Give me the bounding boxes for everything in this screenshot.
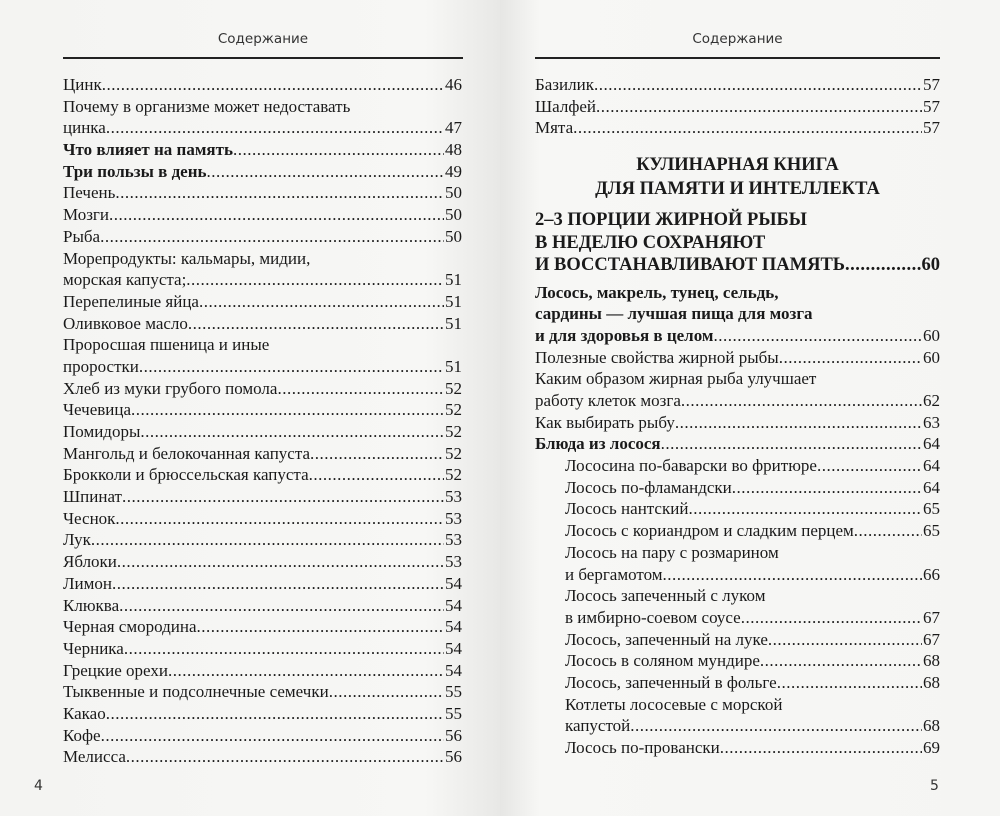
- entry-page-number: 51: [445, 291, 462, 311]
- dot-leader: [594, 74, 922, 96]
- toc-line: [63, 182, 462, 204]
- toc-line: [565, 498, 940, 520]
- toc-line: [63, 551, 462, 573]
- dot-leader: [661, 433, 922, 455]
- toc-line: [63, 638, 462, 660]
- toc-entry[interactable]: [63, 703, 462, 725]
- dot-leader: [207, 161, 444, 183]
- dot-leader: [112, 573, 444, 595]
- entry-page-number: 54: [445, 617, 462, 637]
- entry-title: Лосось в соляном мундире: [565, 651, 760, 671]
- entry-title: Блюда из лосося: [535, 434, 661, 454]
- toc-line: [565, 672, 940, 694]
- entry-title: Рыба: [63, 226, 101, 246]
- entry-title: Лук: [63, 530, 91, 550]
- toc-line: [63, 573, 462, 595]
- dot-leader: [126, 746, 444, 768]
- entry-title: Как выбирать рыбу: [535, 412, 675, 432]
- toc-line: [63, 226, 462, 248]
- entry-title: И ВОССТАНАВЛИВАЮТ ПАМЯТЬ: [535, 255, 846, 276]
- entry-title: работу клеток мозга: [535, 391, 681, 410]
- entry-page-number: 60: [921, 255, 940, 276]
- toc-entry[interactable]: [535, 737, 940, 759]
- entry-title: Базилик: [535, 75, 594, 94]
- entry-title: Перепелиные яйца: [63, 291, 199, 311]
- entry-page-number: 65: [923, 499, 940, 519]
- toc-line: [535, 347, 940, 369]
- toc-line: [565, 520, 940, 542]
- entry-page-number: 51: [445, 270, 462, 290]
- toc-line: [63, 399, 462, 421]
- dot-leader: [732, 477, 922, 499]
- entry-page-number: 62: [923, 391, 940, 410]
- entry-title: Оливковое масло: [63, 313, 188, 333]
- toc-line: [535, 433, 940, 455]
- toc-entry[interactable]: [63, 638, 462, 660]
- toc-entry[interactable]: [63, 139, 462, 161]
- toc-line: [63, 139, 462, 161]
- toc-entry[interactable]: [63, 182, 462, 204]
- toc-entry[interactable]: [63, 248, 462, 291]
- entry-title: морская капуста;: [63, 270, 187, 290]
- entry-title: Мозги: [63, 205, 109, 225]
- toc-entry[interactable]: [535, 455, 940, 477]
- entry-title: Яблоки: [63, 552, 117, 572]
- dot-leader: [573, 117, 922, 139]
- toc-entry[interactable]: [63, 595, 462, 617]
- entry-page-number: 50: [445, 226, 462, 246]
- dot-leader: [277, 378, 444, 400]
- toc-line: [63, 529, 462, 551]
- dot-leader: [106, 117, 444, 139]
- toc-line: [63, 616, 462, 638]
- header-rule: [63, 57, 463, 59]
- toc-line: [535, 117, 940, 139]
- entry-title: Что влияет на память: [63, 140, 233, 160]
- entry-title: Морепродукты: кальмары, мидии,: [63, 248, 311, 268]
- entry-title: Проросшая пшеница и иные: [63, 335, 270, 355]
- toc-entry[interactable]: [535, 629, 940, 651]
- entry-title: цинка: [63, 118, 106, 138]
- toc-entry[interactable]: [535, 585, 940, 628]
- toc-line: [535, 254, 940, 277]
- toc-entry[interactable]: [535, 74, 940, 96]
- entry-page-number: 52: [445, 400, 462, 420]
- entry-title: Лосось, макрель, тунец, сельдь,: [535, 282, 779, 302]
- toc-line: [63, 508, 462, 530]
- entry-page-number: 56: [445, 725, 462, 745]
- entry-title: и бергамотом: [565, 564, 663, 584]
- toc-line: [535, 96, 940, 118]
- toc-entry[interactable]: [63, 464, 462, 486]
- toc-entry[interactable]: [63, 96, 462, 139]
- entry-title: Мангольд и белокочанная капуста: [63, 443, 311, 463]
- toc-line: [63, 356, 462, 378]
- entry-page-number: 69: [923, 738, 940, 757]
- toc-line: [63, 443, 462, 465]
- toc-entry[interactable]: [63, 573, 462, 595]
- entry-title: Черная смородина: [63, 617, 197, 637]
- entry-page-number: 55: [445, 703, 462, 723]
- toc-line: [63, 746, 462, 768]
- toc-list: [535, 74, 940, 759]
- entry-title: Грецкие орехи: [63, 660, 168, 680]
- toc-entry[interactable]: [63, 399, 462, 421]
- entry-page-number: 54: [445, 660, 462, 680]
- toc-entry[interactable]: [535, 117, 940, 139]
- entry-title: Какао: [63, 703, 106, 723]
- running-head: Содержание: [217, 31, 309, 47]
- toc-line: [63, 313, 462, 335]
- entry-title: проростки: [63, 356, 139, 376]
- dot-leader: [845, 254, 920, 277]
- dot-leader: [329, 681, 444, 703]
- dot-leader: [91, 529, 444, 551]
- entry-page-number: 52: [445, 443, 462, 463]
- entry-title: Лососина по-баварски во фритюре: [565, 456, 817, 476]
- dot-leader: [596, 96, 922, 118]
- entry-page-number: 54: [445, 638, 462, 658]
- dot-leader: [117, 551, 444, 573]
- dot-leader: [188, 313, 444, 335]
- entry-page-number: 51: [445, 356, 462, 376]
- entry-title: Клюква: [63, 595, 120, 615]
- toc-entry[interactable]: [535, 412, 940, 434]
- toc-line: [63, 291, 462, 313]
- page-number: 5: [930, 778, 939, 794]
- toc-line: [63, 421, 462, 443]
- toc-line: [565, 629, 940, 651]
- entry-page-number: 57: [923, 118, 940, 138]
- dot-leader: [101, 725, 444, 747]
- entry-title: Лимон: [63, 573, 112, 593]
- toc-line: [63, 96, 462, 118]
- entry-page-number: 50: [445, 183, 462, 203]
- toc-line: [535, 209, 940, 232]
- dot-leader: [106, 703, 444, 725]
- toc-entry[interactable]: [63, 725, 462, 747]
- dot-leader: [688, 498, 922, 520]
- toc-line: [535, 282, 940, 304]
- toc-entry[interactable]: [535, 542, 940, 585]
- toc-entry[interactable]: [63, 421, 462, 443]
- toc-entry[interactable]: [535, 282, 940, 347]
- toc-entry[interactable]: [63, 681, 462, 703]
- entry-page-number: 67: [923, 607, 940, 627]
- toc-entry[interactable]: [63, 660, 462, 682]
- entry-title: 2–3 ПОРЦИИ ЖИРНОЙ РЫБЫ: [535, 210, 807, 231]
- toc-line: [63, 703, 462, 725]
- entry-page-number: 63: [923, 412, 940, 432]
- entry-title: Брокколи и брюссельская капуста: [63, 465, 309, 485]
- entry-page-number: 65: [923, 521, 940, 541]
- dot-leader: [760, 650, 922, 672]
- part-heading: [535, 153, 940, 201]
- toc-entry[interactable]: [535, 520, 940, 542]
- entry-page-number: 66: [923, 564, 940, 584]
- toc-line: [565, 564, 940, 586]
- dot-leader: [140, 421, 444, 443]
- dot-leader: [741, 607, 922, 629]
- toc-entry[interactable]: [535, 477, 940, 499]
- entry-page-number: 53: [445, 552, 462, 572]
- entry-title: и для здоровья в целом: [535, 325, 714, 345]
- entry-page-number: 51: [445, 313, 462, 333]
- toc-entry[interactable]: [535, 650, 940, 672]
- toc-entry[interactable]: [63, 551, 462, 573]
- toc-line: [63, 464, 462, 486]
- toc-line: [535, 74, 940, 96]
- entry-page-number: 48: [445, 140, 462, 160]
- entry-title: Три пользы в день: [63, 161, 207, 181]
- entry-title: Лосось, запеченный в фольге: [565, 672, 777, 692]
- entry-page-number: 64: [923, 456, 940, 476]
- entry-page-number: 57: [923, 75, 940, 94]
- toc-entry[interactable]: [535, 368, 940, 411]
- entry-title: Лосось запеченный с луком: [565, 586, 766, 606]
- dot-leader: [124, 638, 444, 660]
- toc-line: [565, 455, 940, 477]
- part-heading-line: КУЛИНАРНАЯ КНИГА: [636, 155, 839, 176]
- dot-leader: [131, 399, 444, 421]
- entry-page-number: 52: [445, 378, 462, 398]
- dot-leader: [119, 595, 444, 617]
- entry-page-number: 64: [923, 434, 940, 454]
- toc-entry[interactable]: [63, 746, 462, 768]
- dot-leader: [115, 182, 444, 204]
- toc-line: [63, 334, 462, 356]
- entry-title: в имбирно-соевом соусе: [565, 607, 741, 627]
- dot-leader: [122, 486, 444, 508]
- entry-page-number: 68: [923, 672, 940, 692]
- entry-page-number: 55: [445, 682, 462, 702]
- dot-leader: [817, 455, 922, 477]
- entry-title: Шалфей: [535, 96, 596, 116]
- toc-line: [565, 542, 940, 564]
- entry-page-number: 64: [923, 477, 940, 497]
- toc-line: [535, 303, 940, 325]
- entry-page-number: 56: [445, 747, 462, 767]
- entry-page-number: 68: [923, 716, 940, 736]
- entry-page-number: 53: [445, 508, 462, 528]
- entry-title: Мелисса: [63, 747, 126, 767]
- dot-leader: [186, 269, 444, 291]
- header-rule: [535, 57, 940, 59]
- entry-page-number: 49: [445, 161, 462, 181]
- entry-title: сардины — лучшая пища для мозга: [535, 304, 813, 324]
- entry-title: Лосось по-провански: [565, 738, 720, 757]
- toc-line: [565, 650, 940, 672]
- entry-title: Лосось на пару с розмарином: [565, 542, 779, 562]
- dot-leader: [854, 520, 922, 542]
- entry-title: Помидоры: [63, 422, 141, 441]
- toc-entry[interactable]: [63, 291, 462, 313]
- page-number: 4: [34, 778, 43, 794]
- toc-line: [565, 737, 940, 759]
- toc-entry[interactable]: [63, 616, 462, 638]
- entry-page-number: 46: [445, 75, 462, 94]
- entry-title: Мята: [535, 118, 574, 138]
- toc-entry[interactable]: [63, 508, 462, 530]
- toc-entry[interactable]: [63, 313, 462, 335]
- toc-line: [535, 368, 940, 390]
- toc-entry[interactable]: [63, 486, 462, 508]
- toc-entry[interactable]: [535, 694, 940, 737]
- entry-page-number: 60: [923, 347, 940, 367]
- toc-line: [535, 232, 940, 255]
- toc-entry[interactable]: [535, 433, 940, 455]
- toc-line: [63, 660, 462, 682]
- entry-page-number: 53: [445, 487, 462, 507]
- toc-line: [565, 585, 940, 607]
- entry-title: Лосось нантский: [565, 499, 689, 519]
- entry-title: Хлеб из муки грубого помола: [63, 378, 278, 398]
- entry-title: Печень: [63, 183, 116, 203]
- toc-entry[interactable]: [63, 529, 462, 551]
- entry-page-number: 54: [445, 573, 462, 593]
- entry-title: Шпинат: [63, 487, 122, 507]
- toc-line: [63, 378, 462, 400]
- right-page: [500, 0, 1000, 816]
- toc-line: [63, 204, 462, 226]
- dot-leader: [777, 672, 922, 694]
- section-entry[interactable]: [535, 209, 940, 277]
- toc-entry[interactable]: [63, 378, 462, 400]
- entry-title: Лосось, запеченный на луке: [565, 629, 768, 649]
- toc-line: [63, 161, 462, 183]
- dot-leader: [720, 737, 922, 759]
- entry-title: Полезные свойства жирной рыбы: [535, 347, 779, 367]
- dot-leader: [768, 629, 922, 651]
- toc-entry[interactable]: [63, 161, 462, 183]
- dot-leader: [115, 508, 444, 530]
- entry-page-number: 60: [923, 325, 940, 345]
- toc-entry[interactable]: [535, 347, 940, 369]
- dot-leader: [675, 412, 922, 434]
- entry-page-number: 52: [445, 465, 462, 485]
- entry-page-number: 52: [445, 422, 462, 441]
- entry-title: Цинк: [63, 75, 102, 94]
- toc-entry[interactable]: [535, 672, 940, 694]
- dot-leader: [168, 660, 444, 682]
- entry-title: Кофе: [63, 725, 101, 745]
- entry-title: Каким образом жирная рыба улучшает: [535, 369, 817, 389]
- toc-line: [535, 325, 940, 347]
- dot-leader: [197, 616, 444, 638]
- toc-entry[interactable]: [63, 74, 462, 96]
- toc-entry[interactable]: [63, 204, 462, 226]
- dot-leader: [663, 564, 922, 586]
- dot-leader: [681, 390, 922, 412]
- entry-page-number: 57: [923, 96, 940, 116]
- entry-title: Чечевица: [63, 400, 132, 420]
- dot-leader: [310, 443, 444, 465]
- entry-title: Чеснок: [63, 508, 116, 528]
- entry-page-number: 50: [445, 205, 462, 225]
- entry-title: Лосось с кориандром и сладким перцем: [565, 521, 854, 541]
- entry-title: Черника: [63, 638, 124, 658]
- toc-line: [565, 607, 940, 629]
- toc-line: [63, 269, 462, 291]
- toc-line: [63, 248, 462, 270]
- dot-leader: [233, 139, 444, 161]
- toc-line: [63, 595, 462, 617]
- toc-line: [63, 74, 462, 96]
- entry-page-number: 54: [445, 595, 462, 615]
- entry-title: Тыквенные и подсолнечные семечки: [63, 682, 329, 702]
- toc-entry[interactable]: [63, 226, 462, 248]
- entry-page-number: 67: [923, 629, 940, 649]
- toc-line: [535, 412, 940, 434]
- toc-entry[interactable]: [63, 334, 462, 377]
- toc-line: [63, 725, 462, 747]
- toc-line: [565, 477, 940, 499]
- running-head: Содержание: [692, 31, 783, 47]
- dot-leader: [109, 204, 444, 226]
- toc-entry[interactable]: [535, 96, 940, 118]
- part-heading-line: ДЛЯ ПАМЯТИ И ИНТЕЛЛЕКТА: [595, 179, 880, 200]
- toc-line: [63, 486, 462, 508]
- dot-leader: [199, 291, 444, 313]
- entry-title: В НЕДЕЛЮ СОХРАНЯЮТ: [535, 232, 766, 253]
- dot-leader: [100, 226, 444, 248]
- dot-leader: [139, 356, 444, 378]
- toc-entry[interactable]: [535, 498, 940, 520]
- dot-leader: [309, 464, 444, 486]
- toc-line: [565, 715, 940, 737]
- entry-title: Котлеты лососевые с морской: [565, 694, 783, 714]
- dot-leader: [713, 325, 922, 347]
- toc-line: [535, 390, 940, 412]
- toc-line: [63, 681, 462, 703]
- toc-line: [63, 117, 462, 139]
- entry-page-number: 53: [445, 530, 462, 550]
- dot-leader: [630, 715, 922, 737]
- toc-entry[interactable]: [63, 443, 462, 465]
- entry-title: Почему в организме может недоставать: [63, 96, 351, 116]
- entry-page-number: 68: [923, 651, 940, 671]
- dot-leader: [102, 74, 444, 96]
- toc-line: [565, 694, 940, 716]
- toc-list: [63, 74, 462, 768]
- entry-page-number: 47: [445, 118, 462, 138]
- dot-leader: [779, 347, 922, 369]
- entry-title: капустой: [565, 716, 631, 736]
- entry-title: Лосось по-фламандски: [565, 477, 732, 497]
